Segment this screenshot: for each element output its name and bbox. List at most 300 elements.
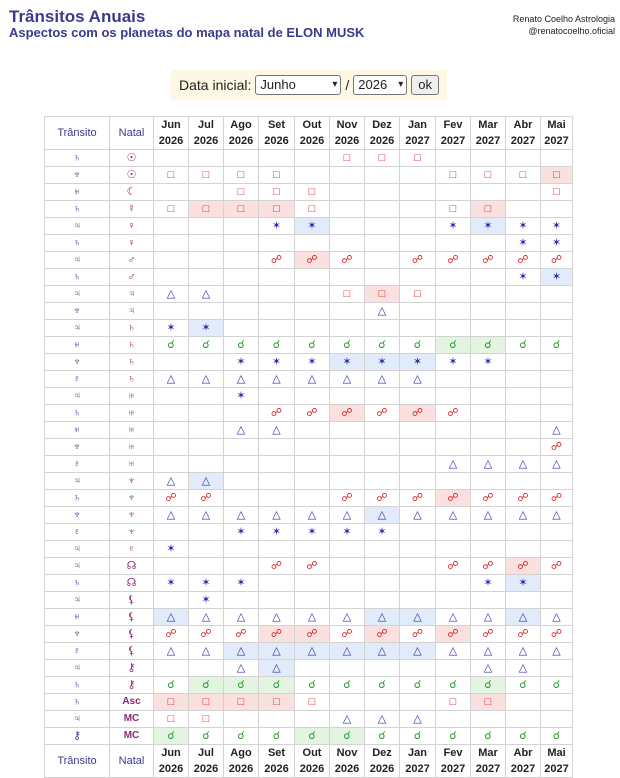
trine-aspect-cell: △ [541,507,573,524]
empty-cell [506,473,541,490]
trine-aspect-cell: △ [330,609,365,626]
table-row [45,439,573,456]
empty-cell [506,592,541,609]
natal-planet-icon: ♃ [110,303,154,320]
square-aspect-cell: □ [541,184,573,201]
empty-cell [330,218,365,235]
empty-cell [541,711,573,728]
transit-planet-icon: ♃ [45,320,110,337]
table-row [45,626,573,643]
empty-cell [436,575,471,592]
transit-planet-icon: ♃ [45,252,110,269]
brand-name: Renato Coelho Astrologia [512,14,615,24]
empty-cell [189,524,224,541]
trine-aspect-cell: △ [400,643,436,660]
empty-cell [189,252,224,269]
table-row [45,422,573,439]
empty-cell [506,320,541,337]
empty-cell [259,575,295,592]
conjunction-aspect-cell: ☌ [436,728,471,745]
transit-planet-icon: ♆ [45,626,110,643]
table-row [45,354,573,371]
conjunction-aspect-cell: ☌ [436,677,471,694]
table-row [45,694,573,711]
trine-aspect-cell: △ [541,643,573,660]
trine-aspect-cell: △ [471,643,506,660]
empty-cell [436,711,471,728]
transit-planet-icon: ♃ [45,473,110,490]
empty-cell [295,303,330,320]
empty-cell [436,235,471,252]
empty-cell [471,235,506,252]
empty-cell [154,303,189,320]
opposition-aspect-cell: ☍ [259,626,295,643]
transit-planet-icon: ♄ [45,150,110,167]
month-year: 2026 [334,135,360,147]
sextile-aspect-cell: ✶ [224,388,259,405]
trine-aspect-cell: △ [224,660,259,677]
natal-planet-icon: ♆ [110,507,154,524]
table-row [45,235,573,252]
trine-aspect-cell: △ [541,609,573,626]
empty-cell [436,541,471,558]
table-row [45,541,573,558]
opposition-aspect-cell: ☍ [436,558,471,575]
empty-cell [400,660,436,677]
trine-aspect-cell: △ [295,609,330,626]
table-row [45,371,573,388]
empty-cell [400,575,436,592]
trine-aspect-cell: △ [400,371,436,388]
empty-cell [506,388,541,405]
sextile-aspect-cell: ✶ [224,575,259,592]
empty-cell [295,320,330,337]
empty-cell [189,235,224,252]
empty-cell [224,150,259,167]
square-aspect-cell: □ [189,167,224,184]
conjunction-aspect-cell: ☌ [506,677,541,694]
conjunction-aspect-cell: ☌ [189,337,224,354]
empty-cell [224,218,259,235]
empty-cell [259,235,295,252]
empty-cell [189,456,224,473]
trine-aspect-cell: △ [224,643,259,660]
empty-cell [189,439,224,456]
trine-aspect-cell: △ [471,456,506,473]
empty-cell [506,694,541,711]
empty-cell [365,201,400,218]
conjunction-aspect-cell: ☌ [400,677,436,694]
empty-cell [224,490,259,507]
opposition-aspect-cell: ☍ [400,626,436,643]
trine-aspect-cell: △ [365,303,400,320]
sextile-aspect-cell: ✶ [365,354,400,371]
empty-cell [330,575,365,592]
empty-cell [154,150,189,167]
opposition-aspect-cell: ☍ [541,439,573,456]
empty-cell [295,456,330,473]
trine-aspect-cell: △ [541,422,573,439]
trine-aspect-cell: △ [506,507,541,524]
natal-planet-icon: MC [110,711,154,728]
month-name: Jul [198,747,214,759]
trine-aspect-cell: △ [506,609,541,626]
empty-cell [330,303,365,320]
conjunction-aspect-cell: ☌ [471,728,506,745]
month-header [224,117,259,150]
sextile-aspect-cell: ✶ [541,269,573,286]
natal-planet-icon: ☊ [110,558,154,575]
table-row [45,303,573,320]
month-header [400,745,436,778]
empty-cell [259,711,295,728]
empty-cell [224,592,259,609]
opposition-aspect-cell: ☍ [436,252,471,269]
empty-cell [400,592,436,609]
trine-aspect-cell: △ [330,507,365,524]
transit-planet-icon: ♃ [45,558,110,575]
square-aspect-cell: □ [400,286,436,303]
sextile-aspect-cell: ✶ [224,354,259,371]
empty-cell [400,218,436,235]
empty-cell [330,592,365,609]
transit-planet-icon: ♅ [45,422,110,439]
month-header [189,117,224,150]
empty-cell [330,541,365,558]
opposition-aspect-cell: ☍ [365,626,400,643]
trine-aspect-cell: △ [471,609,506,626]
empty-cell [541,150,573,167]
empty-cell [541,354,573,371]
transit-planet-icon: ♆ [45,507,110,524]
empty-cell [154,252,189,269]
empty-cell [330,201,365,218]
transit-planet-icon: ♆ [45,303,110,320]
month-header [224,745,259,778]
month-header [330,117,365,150]
empty-cell [259,320,295,337]
empty-cell [259,473,295,490]
empty-cell [436,286,471,303]
empty-cell [471,592,506,609]
year-select[interactable] [353,75,407,95]
opposition-aspect-cell: ☍ [295,405,330,422]
sextile-aspect-cell: ✶ [295,524,330,541]
empty-cell [330,660,365,677]
square-aspect-cell: □ [189,711,224,728]
empty-cell [259,541,295,558]
trine-aspect-cell: △ [541,456,573,473]
trine-aspect-cell: △ [224,371,259,388]
empty-cell [506,286,541,303]
month-name: Jun [161,119,181,131]
table-row [45,592,573,609]
empty-cell [436,660,471,677]
opposition-aspect-cell: ☍ [506,490,541,507]
square-aspect-cell: □ [400,150,436,167]
empty-cell [189,354,224,371]
empty-cell [365,660,400,677]
sextile-aspect-cell: ✶ [541,218,573,235]
transit-planet-icon: ♄ [45,269,110,286]
conjunction-aspect-cell: ☌ [330,337,365,354]
month-name: Jun [161,747,181,759]
empty-cell [189,150,224,167]
empty-cell [506,184,541,201]
opposition-aspect-cell: ☍ [189,490,224,507]
empty-cell [154,422,189,439]
month-header [400,117,436,150]
month-name: Jan [408,119,427,131]
trine-aspect-cell: △ [224,422,259,439]
conjunction-aspect-cell: ☌ [506,337,541,354]
month-header [471,117,506,150]
empty-cell [471,388,506,405]
table-row [45,286,573,303]
square-aspect-cell: □ [295,694,330,711]
empty-cell [365,388,400,405]
trine-aspect-cell: △ [506,643,541,660]
empty-cell [541,286,573,303]
natal-planet-icon: ☉ [110,150,154,167]
empty-cell [506,150,541,167]
empty-cell [154,354,189,371]
square-aspect-cell: □ [295,184,330,201]
transit-planet-icon: ♄ [45,694,110,711]
empty-cell [541,694,573,711]
square-aspect-cell: □ [259,201,295,218]
empty-cell [365,456,400,473]
trine-aspect-cell: △ [506,660,541,677]
empty-cell [259,269,295,286]
month-name: Mai [547,747,566,759]
table-row [45,167,573,184]
natal-planet-icon: ♂ [110,269,154,286]
empty-cell [400,473,436,490]
natal-planet-icon: ♀ [110,235,154,252]
empty-cell [154,235,189,252]
empty-cell [541,660,573,677]
empty-cell [224,473,259,490]
empty-cell [400,235,436,252]
sextile-aspect-cell: ✶ [365,524,400,541]
empty-cell [400,439,436,456]
opposition-aspect-cell: ☍ [506,558,541,575]
empty-cell [295,473,330,490]
empty-cell [224,456,259,473]
month-name: Nov [336,747,358,759]
opposition-aspect-cell: ☍ [471,490,506,507]
empty-cell [400,303,436,320]
year-select-value: 2026 [358,77,388,92]
empty-cell [471,541,506,558]
empty-cell [259,592,295,609]
month-name: Out [302,747,322,759]
month-name: Abr [513,747,533,759]
month-year: 2027 [440,763,466,775]
opposition-aspect-cell: ☍ [436,626,471,643]
empty-cell [471,303,506,320]
trine-aspect-cell: △ [189,371,224,388]
month-year: 2026 [158,135,184,147]
month-select[interactable] [255,75,341,95]
month-name: Set [267,747,286,759]
opposition-aspect-cell: ☍ [259,558,295,575]
square-aspect-cell: □ [506,167,541,184]
empty-cell [330,320,365,337]
trine-aspect-cell: △ [259,371,295,388]
empty-cell [330,422,365,439]
empty-cell [471,473,506,490]
conjunction-aspect-cell: ☌ [506,728,541,745]
empty-cell [471,269,506,286]
month-year: 2026 [264,135,289,147]
empty-cell [541,371,573,388]
empty-cell [330,388,365,405]
month-name: Ago [230,747,252,759]
opposition-aspect-cell: ☍ [295,626,330,643]
empty-cell [154,439,189,456]
trine-aspect-cell: △ [365,507,400,524]
empty-cell [471,150,506,167]
conjunction-aspect-cell: ☌ [224,337,259,354]
conjunction-aspect-cell: ☌ [259,728,295,745]
month-year: 2027 [544,763,569,775]
month-year: 2026 [193,135,219,147]
ok-button[interactable]: ok [411,75,439,95]
conjunction-aspect-cell: ☌ [471,337,506,354]
conjunction-aspect-cell: ☌ [154,677,189,694]
empty-cell [365,167,400,184]
empty-cell [506,371,541,388]
opposition-aspect-cell: ☍ [436,405,471,422]
sextile-aspect-cell: ✶ [400,354,436,371]
date-label: Data inicial: [179,77,252,93]
empty-cell [295,592,330,609]
empty-cell [295,575,330,592]
empty-cell [224,541,259,558]
month-year: 2026 [369,135,395,147]
transit-planet-icon: ♃ [45,592,110,609]
empty-cell [436,422,471,439]
conjunction-aspect-cell: ☌ [541,728,573,745]
empty-cell [330,269,365,286]
opposition-aspect-cell: ☍ [189,626,224,643]
empty-cell [154,524,189,541]
natal-planet-icon: ♇ [110,541,154,558]
square-aspect-cell: □ [436,201,471,218]
empty-cell [295,490,330,507]
table-row [45,388,573,405]
sextile-aspect-cell: ✶ [541,235,573,252]
sextile-aspect-cell: ✶ [471,575,506,592]
transit-planet-icon: ♃ [45,541,110,558]
trine-aspect-cell: △ [154,609,189,626]
month-name: Jan [408,747,427,759]
empty-cell [330,558,365,575]
transit-planet-icon: ♃ [45,286,110,303]
empty-cell [400,269,436,286]
empty-cell [365,218,400,235]
empty-cell [365,575,400,592]
square-aspect-cell: □ [224,184,259,201]
month-year: 2026 [334,763,360,775]
trine-aspect-cell: △ [189,609,224,626]
natal-planet-icon: ♀ [110,218,154,235]
empty-cell [365,235,400,252]
empty-cell [295,439,330,456]
conjunction-aspect-cell: ☌ [189,677,224,694]
trine-aspect-cell: △ [259,507,295,524]
transit-planet-icon: ♆ [45,439,110,456]
empty-cell [471,371,506,388]
empty-cell [224,269,259,286]
empty-cell [295,711,330,728]
month-year: 2027 [510,135,536,147]
sextile-aspect-cell: ✶ [471,354,506,371]
empty-cell [224,711,259,728]
empty-cell [436,524,471,541]
month-select-value: Junho [260,77,296,92]
empty-cell [224,235,259,252]
sextile-aspect-cell: ✶ [330,354,365,371]
trine-aspect-cell: △ [154,286,189,303]
month-header [189,745,224,778]
conjunction-aspect-cell: ☌ [365,337,400,354]
transit-planet-icon: ♄ [45,575,110,592]
page-subtitle: Aspectos com os planetas do mapa natal de ELON MUSK [9,25,365,40]
square-aspect-cell: □ [295,201,330,218]
month-header [365,117,400,150]
conjunction-aspect-cell: ☌ [471,677,506,694]
trine-aspect-cell: △ [330,643,365,660]
month-name: Nov [336,119,358,131]
trine-aspect-cell: △ [295,507,330,524]
conjunction-aspect-cell: ☌ [189,728,224,745]
empty-cell [365,422,400,439]
square-aspect-cell: □ [436,167,471,184]
chevron-down-icon: ▾ [332,79,338,90]
table-row [45,609,573,626]
empty-cell [330,235,365,252]
trine-aspect-cell: △ [154,643,189,660]
empty-cell [436,473,471,490]
natal-planet-icon: ⚷ [110,677,154,694]
month-name: Mar [478,119,498,131]
empty-cell [189,660,224,677]
empty-cell [295,150,330,167]
empty-cell [365,541,400,558]
trine-aspect-cell: △ [224,507,259,524]
natal-column-header: Natal [110,745,154,778]
trine-aspect-cell: △ [295,643,330,660]
empty-cell [365,269,400,286]
month-header [259,117,295,150]
opposition-aspect-cell: ☍ [471,252,506,269]
opposition-aspect-cell: ☍ [224,626,259,643]
conjunction-aspect-cell: ☌ [154,337,189,354]
month-name: Abr [513,119,533,131]
natal-planet-icon: ♅ [110,405,154,422]
square-aspect-cell: □ [224,201,259,218]
opposition-aspect-cell: ☍ [471,626,506,643]
transit-planet-icon: ♃ [45,660,110,677]
empty-cell [259,388,295,405]
empty-cell [436,371,471,388]
empty-cell [154,184,189,201]
natal-planet-icon: MC [110,728,154,745]
table-row [45,711,573,728]
